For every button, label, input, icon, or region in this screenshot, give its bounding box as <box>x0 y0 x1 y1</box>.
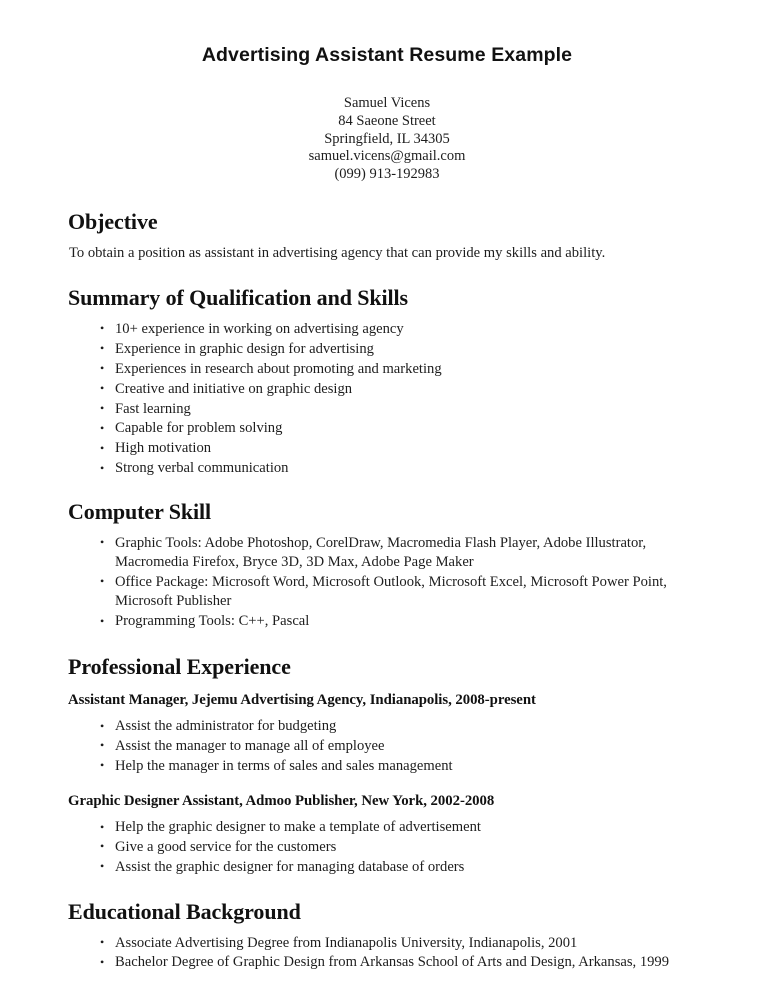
list-item: • Experiences in research about promoting and marketing <box>68 360 706 379</box>
list-item: • Give a good service for the customers <box>68 838 706 857</box>
section-heading-computer-skill: Computer Skill <box>68 498 212 524</box>
list-item: • High motivation <box>68 439 706 458</box>
list-item: • Help the manager in terms of sales and sales management <box>68 757 706 776</box>
job-heading: Assistant Manager, Jejemu Advertising Agency, Indianapolis, 2008-present <box>68 691 536 708</box>
list-item: • Assist the administrator for budgeting <box>68 717 706 736</box>
section-heading-summary: Summary of Qualification and Skills <box>68 285 409 310</box>
section-objective <box>68 209 706 264</box>
contact-phone: (099) 913-192983 <box>334 165 440 182</box>
section-computer-skill <box>68 499 706 632</box>
job-entry <box>68 691 706 776</box>
contact-block <box>68 95 706 183</box>
list-item: • Strong verbal communication <box>68 459 706 478</box>
list-item: • Fast learning <box>68 400 706 419</box>
list-item: • Capable for problem solving <box>68 419 706 438</box>
section-heading-educational-background: Educational Background <box>68 898 301 924</box>
list-item: • 10+ experience in working on advertising agency <box>68 320 706 339</box>
list-item: • Programming Tools: C++, Pascal <box>68 612 706 631</box>
list-item: • Creative and initiative on graphic design <box>68 380 706 399</box>
job-heading: Graphic Designer Assistant, Admoo Publisher, New York, 2002-2008 <box>68 792 495 809</box>
contact-email: samuel.vicens@gmail.com <box>308 148 466 165</box>
job-entry <box>68 792 706 877</box>
job-duty-list <box>68 717 706 776</box>
section-summary <box>68 285 706 479</box>
section-heading-professional-experience: Professional Experience <box>68 653 291 679</box>
list-item: • Office Package: Microsoft Word, Microsoft Outlook, Microsoft Excel, Microsoft Power Point, Microsoft Publisher <box>68 573 706 612</box>
list-item: • Assist the manager to manage all of employee <box>68 737 706 756</box>
contact-name: Samuel Vicens <box>343 95 431 112</box>
contact-city-state-zip: Springfield, IL 34305 <box>324 130 450 147</box>
objective-text: To obtain a position as assistant in advertising agency that can provide my skills and ability. <box>69 245 606 262</box>
list-item: • Assist the graphic designer for managing database of orders <box>68 858 706 877</box>
job-duty-list <box>68 818 706 877</box>
computer-skill-list <box>68 534 706 632</box>
section-educational-background <box>68 899 706 973</box>
section-professional-experience <box>68 654 706 877</box>
page-title: Advertising Assistant Resume Example <box>201 44 573 66</box>
list-item: • Bachelor Degree of Graphic Design from Arkansas School of Arts and Design, Arkansas, 1999 <box>68 953 706 972</box>
education-list <box>68 934 706 973</box>
list-item: • Help the graphic designer to make a template of advertisement <box>68 818 706 837</box>
section-heading-objective: Objective <box>68 209 158 235</box>
summary-list <box>68 320 706 479</box>
contact-street: 84 Saeone Street <box>338 112 436 129</box>
list-item: • Experience in graphic design for advertising <box>68 340 706 359</box>
list-item: • Graphic Tools: Adobe Photoshop, CorelDraw, Macromedia Flash Player, Adobe Illustrator, Macromedia Firefox, Bryce 3D, 3D Max, Adobe Page Maker <box>68 534 706 573</box>
list-item: • Associate Advertising Degree from Indianapolis University, Indianapolis, 2001 <box>68 934 706 953</box>
